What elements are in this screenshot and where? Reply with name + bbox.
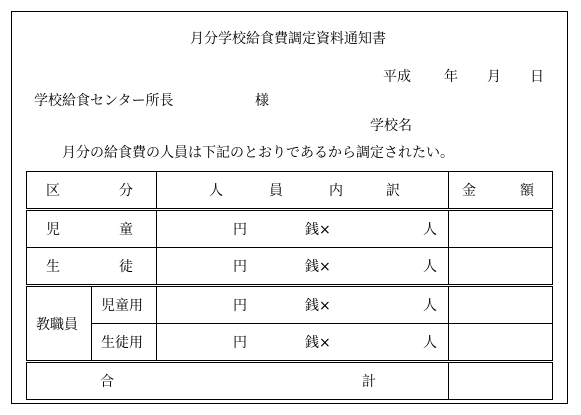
sen-unit: 銭× xyxy=(305,335,331,351)
row-label-char: 徒 xyxy=(119,259,133,275)
header-category-char: 区 xyxy=(46,183,60,199)
sen-unit: 銭× xyxy=(305,222,331,238)
header-amount-char: 金 xyxy=(462,183,476,199)
total-amount-cell[interactable] xyxy=(449,362,553,400)
row-label xyxy=(27,248,157,286)
date-era: 平成 xyxy=(383,69,411,85)
row-sublabel xyxy=(92,286,157,324)
amount-cell[interactable] xyxy=(449,210,553,248)
table-row xyxy=(27,286,553,324)
school-name-label: 学校名 xyxy=(370,118,412,134)
header-category xyxy=(27,172,157,210)
date-month-label: 月 xyxy=(487,69,501,85)
sen-unit: 銭× xyxy=(305,259,331,275)
header-breakdown xyxy=(157,172,449,210)
amount-cell[interactable] xyxy=(449,248,553,286)
header-amount-char: 額 xyxy=(520,183,534,199)
table-row xyxy=(27,324,553,362)
breakdown-cell[interactable] xyxy=(157,324,449,362)
row-label-char: 生 xyxy=(46,259,60,275)
total-label xyxy=(27,362,449,400)
staff-label-text: 教職員 xyxy=(36,316,78,333)
amount-cell[interactable] xyxy=(449,324,553,362)
table-row xyxy=(27,248,553,286)
breakdown-cell[interactable] xyxy=(157,248,449,286)
breakdown-cell[interactable] xyxy=(157,210,449,248)
row-label xyxy=(27,210,157,248)
intro-text: 月分の給食費の人員は下記のとおりであるから調定されたい。 xyxy=(62,145,454,161)
person-unit: 人 xyxy=(423,259,437,275)
date-day-label: 日 xyxy=(530,69,544,85)
amount-cell[interactable] xyxy=(449,286,553,324)
person-unit: 人 xyxy=(423,298,437,314)
table-header-row xyxy=(27,172,553,210)
table-row xyxy=(27,210,553,248)
breakdown-cell[interactable] xyxy=(157,286,449,324)
header-breakdown-char: 内 xyxy=(329,183,343,199)
yen-unit: 円 xyxy=(233,222,247,238)
yen-unit: 円 xyxy=(233,298,247,314)
row-label-char: 童 xyxy=(119,222,133,238)
header-amount xyxy=(449,172,553,210)
header-breakdown-char: 訳 xyxy=(386,183,400,199)
total-label-char: 計 xyxy=(362,374,376,390)
staff-label xyxy=(27,286,92,362)
person-unit: 人 xyxy=(423,335,437,351)
row-sublabel-text: 生徒用 xyxy=(101,335,143,351)
row-sublabel-text: 児童用 xyxy=(101,298,143,314)
header-breakdown-char: 人 xyxy=(209,183,223,199)
yen-unit: 円 xyxy=(233,259,247,275)
date-year-label: 年 xyxy=(444,69,458,85)
honorific: 様 xyxy=(255,93,269,109)
yen-unit: 円 xyxy=(233,335,247,351)
row-sublabel xyxy=(92,324,157,362)
total-label-char: 合 xyxy=(100,374,114,390)
total-row xyxy=(27,362,553,400)
fee-table xyxy=(26,171,553,400)
header-breakdown-char: 員 xyxy=(269,183,283,199)
person-unit: 人 xyxy=(423,222,437,238)
sen-unit: 銭× xyxy=(305,298,331,314)
row-label-char: 児 xyxy=(46,222,60,238)
addressee: 学校給食センター所長 xyxy=(34,93,174,109)
document-title: 月分学校給食費調定資料通知書 xyxy=(190,31,386,47)
header-category-char: 分 xyxy=(119,183,133,199)
